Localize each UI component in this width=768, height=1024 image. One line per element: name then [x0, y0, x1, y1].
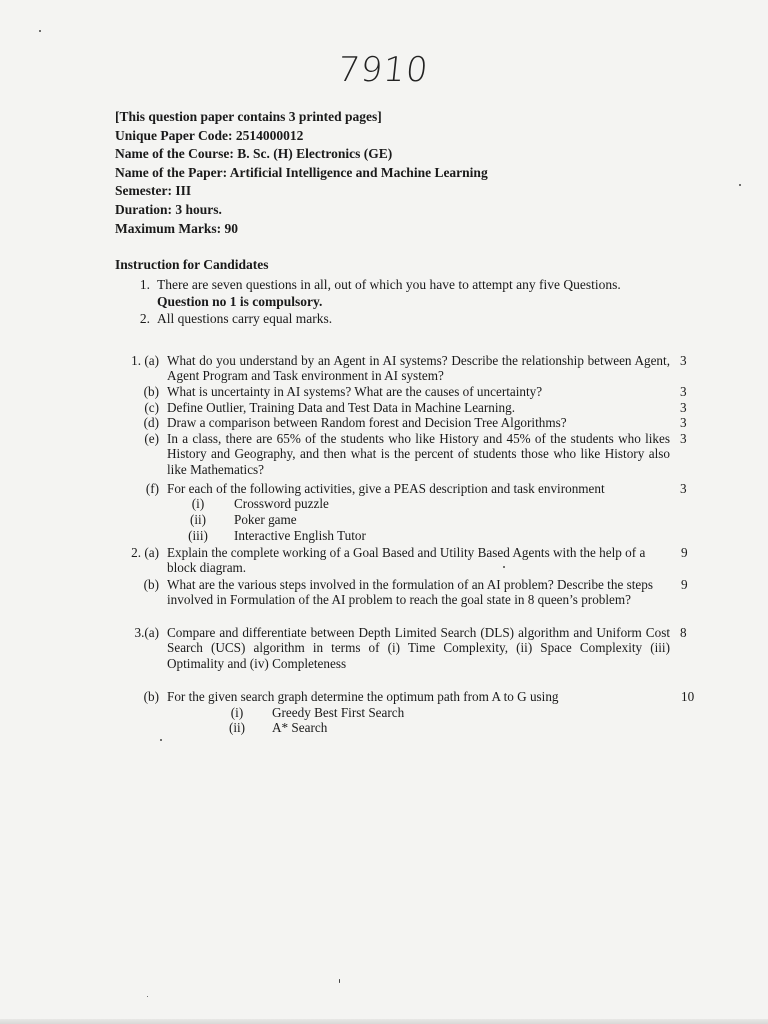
subitem-text: Interactive English Tutor [234, 528, 366, 543]
scan-speck [339, 979, 340, 983]
question-text: What are the various steps involved in the formulation of an AI problem? Describe the steps involved in Formulation of the AI problem to reach the goal state in 8 queen’s problem? [167, 577, 653, 608]
question-text: What is uncertainty in AI systems? What are the causes of uncertainty? [167, 384, 543, 399]
question-label: 1. (a) [131, 353, 159, 368]
instruction-compulsory: Question no 1 is compulsory. [157, 294, 323, 309]
question-marks: 10 [681, 689, 695, 704]
subitem-numeral: (i) [191, 496, 205, 511]
instruction-text: There are seven questions in all, out of which you have to attempt any five Questions. [157, 277, 621, 292]
question-marks: 3 [680, 415, 687, 430]
question-marks: 9 [681, 545, 688, 560]
question-text: Explain the complete working of a Goal Based and Utility Based Agents with the help of a block diagram. [167, 545, 646, 576]
question-marks: 9 [681, 577, 688, 592]
question-label: (b) [143, 577, 159, 592]
subitem-numeral: (iii) [188, 528, 208, 543]
instructions-list [130, 276, 690, 327]
question-marks: 3 [680, 353, 687, 368]
subitem-text: Crossword puzzle [234, 496, 329, 511]
question-text: Compare and differentiate between Depth Limited Search (DLS) algorithm and Uniform Cost Search (UCS) algorithm in terms of (i) Time Complexity, (ii) Space Complexity (iii) Optimality and (iv) Completeness [167, 625, 670, 671]
question-text: Draw a comparison between Random forest and Decision Tree Algorithms? [167, 415, 567, 430]
instruction-number: 2. [139, 311, 150, 326]
instruction-item [130, 276, 690, 310]
subitem-text: A* Search [272, 720, 328, 735]
scan-bottom-edge [0, 1019, 768, 1024]
question-label: 3.(a) [134, 625, 159, 640]
scan-speck [160, 739, 162, 741]
instruction-text: All questions carry equal marks. [157, 311, 333, 326]
question-label: 2. (a) [131, 545, 159, 560]
subitem-numeral: (i) [230, 705, 244, 720]
question-marks: 3 [680, 481, 687, 496]
semester: Semester: III [115, 183, 192, 199]
question-marks: 3 [680, 431, 687, 446]
question-label: (d) [143, 415, 159, 430]
scan-speck [739, 184, 741, 186]
question-text: Define Outlier, Training Data and Test Data in Machine Learning. [167, 400, 516, 415]
scan-speck [39, 30, 41, 32]
question-text: In a class, there are 65% of the students who like History and 45% of the students who likes History and Geography, and then what is the percent of students those who like History also like Mathematics? [167, 431, 670, 477]
subitem-numeral: (ii) [189, 512, 207, 527]
handwritten-paper-number: 7910 [335, 50, 431, 90]
pages-note: [This question paper contains 3 printed pages] [115, 109, 382, 124]
subitem-text: Poker game [234, 512, 297, 527]
question-label: (f) [145, 481, 159, 496]
instruction-item [130, 310, 690, 327]
question-label: (b) [143, 689, 159, 704]
paper-name: Name of the Paper: Artificial Intelligence and Machine Learning [115, 164, 488, 180]
question-text: For each of the following activities, give a PEAS description and task environment [167, 481, 605, 496]
duration: Duration: 3 hours. [115, 201, 222, 217]
scan-speck [503, 566, 505, 568]
question-text: For the given search graph determine the optimum path from A to G using [167, 689, 559, 704]
scan-speck [147, 996, 148, 997]
question-marks: 8 [680, 625, 687, 640]
question-label: (b) [143, 384, 159, 399]
paper-header [115, 108, 488, 238]
course-name: Name of the Course: B. Sc. (H) Electronics (GE) [115, 146, 393, 162]
paper-code: Unique Paper Code: 2514000012 [115, 127, 304, 143]
maximum-marks: Maximum Marks: 90 [115, 220, 238, 236]
question-marks: 3 [680, 400, 687, 415]
instructions-title: Instruction for Candidates [115, 257, 269, 272]
question-label: (c) [144, 400, 159, 415]
question-text: What do you understand by an Agent in AI systems? Describe the relationship between Agent, Agent Program and Task environment in AI system? [167, 353, 670, 384]
subitem-numeral: (ii) [228, 720, 246, 735]
instruction-number: 1. [139, 277, 150, 292]
question-marks: 3 [680, 384, 687, 399]
question-label: (e) [144, 431, 159, 446]
subitem-text: Greedy Best First Search [272, 705, 405, 720]
